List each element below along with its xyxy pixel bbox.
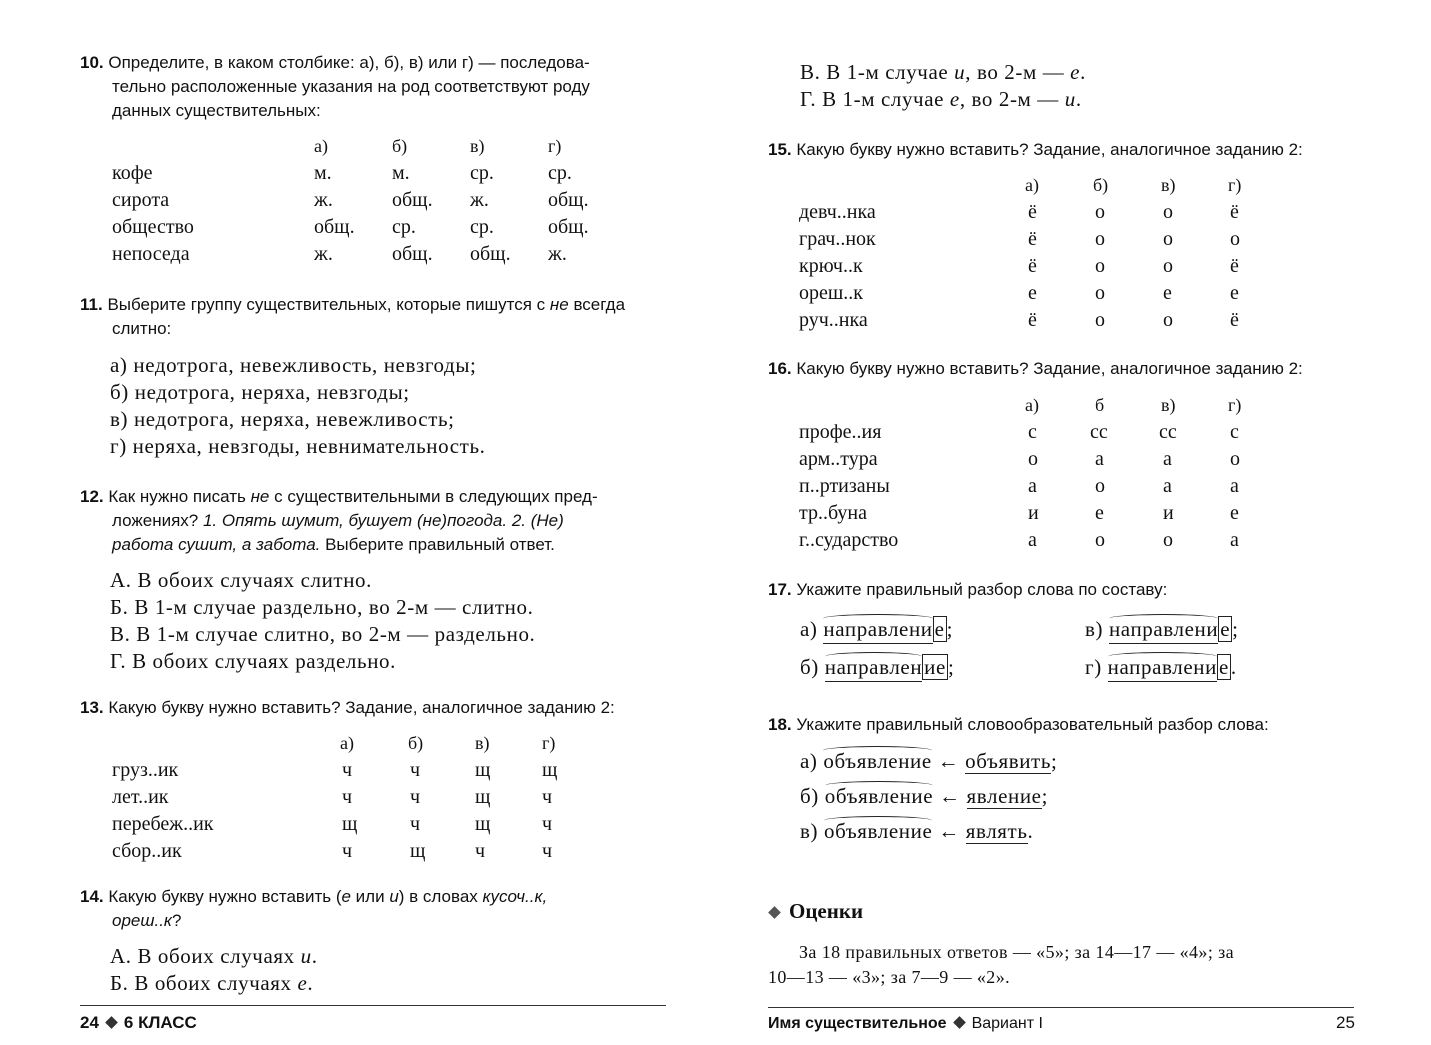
question-16: 16. Какую букву нужно вставить? Задание, аналогичное заданию 2: [768,359,1303,378]
q17-option-v: в) направление; [1085,616,1239,644]
derived-word: объявление [823,749,932,773]
question-14: 14. Какую букву нужно вставить (е или и) в словах кусоч..к, ореш..к? [80,887,548,930]
source-word: явление [966,784,1042,808]
footer-grade: 6 КЛАСС [123,1013,197,1032]
option-g: Г. В обоих случаях раздельно. [110,649,396,673]
question-number: 14. [80,887,104,906]
grades-text: За 18 правильных ответов — «5»; за 14—17 — «4»; за 10—13 — «3»; за 7—9 — «2». [768,942,1235,987]
source-word: являть [965,819,1028,843]
grades-heading [768,899,863,924]
footer-right [768,1015,1043,1033]
ending-box: е [934,617,945,641]
footer-variant: Вариант I [971,1015,1043,1032]
ending-box: ие [924,655,946,679]
page-number: 25 [1336,1013,1355,1032]
q11-options [110,352,670,460]
footer-title: Имя существительное [768,1015,947,1032]
question-10 [80,51,670,123]
question-15: 15. Какую букву нужно вставить? Задание, аналогичное заданию 2: [768,140,1303,159]
footer-rule [768,1007,1354,1008]
arrow-left-icon: ← [939,784,961,808]
arrow-left-icon: ← [938,819,960,843]
morpheme-marked-stem: направлен [825,654,922,682]
question-18: 18. Укажите правильный словообразовательный разбор слова: [768,715,1269,734]
question-text: тельно расположенные указания на род соответствуют роду [112,77,590,96]
q14-options [110,943,670,997]
question-number: 10. [80,53,104,72]
question-17: 17. Укажите правильный разбор слова по составу: [768,580,1168,599]
q12-options [110,567,670,675]
q15-table: а) б) в) г) девч..нка ё о о ё грач..нок ё о о о крюч..к ё о о ё ореш..к е о е е руч..нка ё о о ё [799,175,1242,331]
q18-option-b: б) объявление ← явление; [800,784,1049,808]
derived-word: объявление [824,784,934,808]
diamond-icon [953,1016,966,1029]
question-number: 18. [768,715,792,734]
q18-option-a: а) объявление ← объявить; [800,749,1058,773]
morpheme-marked-stem: направлени [823,616,932,644]
page-number: 24 [80,1013,99,1032]
option-g: г) неряха, невзгоды, невнимательность. [110,434,486,458]
q17-option-g: г) направление. [1085,654,1237,682]
option-g: Г. В 1-м случае е, во 2-м — и. [800,87,1082,111]
footer-rule [80,1005,666,1006]
q10-table: а) б) в) г) кофе м. м. ср. ср. сирота ж. общ. ж. общ. общество общ. ср. ср. общ. непоседа ж. общ. общ. ж. [112,136,589,265]
question-number: 11. [80,295,103,314]
diamond-icon [105,1016,118,1029]
q18-option-v: в) объявление ← являть. [800,819,1034,843]
ending-box: е [1220,617,1231,641]
question-13: 13. Какую букву нужно вставить? Задание, аналогичное заданию 2: [80,698,615,717]
question-number: 17. [768,580,792,599]
option-a: А. В обоих случаях слитно. [110,568,372,592]
source-word: объявить [965,749,1052,773]
question-text: Определите, в каком столбике: а), б), в) или г) — последова- [108,53,590,72]
option-v: В. В 1-м случае слитно, во 2-м — раздельно. [110,622,536,646]
question-text: данных существительных: [112,101,321,120]
option-b: б) недотрога, неряха, невзгоды; [110,380,410,404]
question-11: 11. Выберите группу существительных, которые пишутся с не всегда слитно: [80,295,626,338]
q13-table: а) б) в) г) груз..ик ч ч щ щ лет..ик ч ч щ ч перебеж..ик щ ч щ ч сбор..ик ч щ ч ч [112,733,558,862]
q17-option-a: а) направление; [800,616,953,644]
question-number: 13. [80,698,104,717]
option-b: Б. В обоих случаях е. [110,971,314,995]
q17-option-b: б) направление; [800,654,954,682]
grades-title: Оценки [789,899,864,923]
arrow-left-icon: ← [937,749,960,773]
option-b: Б. В 1-м случае раздельно, во 2-м — слитно. [110,595,534,619]
morpheme-marked-stem: направлени [1109,616,1218,644]
option-a: а) недотрога, невежливость, невзгоды; [110,353,477,377]
diamond-icon [768,906,781,919]
q14-options-continued [800,59,1360,113]
option-v: В. В 1-м случае и, во 2-м — е. [800,60,1086,84]
ending-box: е [1218,655,1229,679]
footer-left [80,1013,197,1033]
question-number: 16. [768,359,792,378]
q16-table: а) б в) г) профе..ия с сс сс с арм..тура о а а о п..ртизаны а о а а тр..буна и е и е г..сударство а о о а [799,395,1242,551]
morpheme-marked-stem: направлени [1108,654,1217,682]
derived-word: объявление [823,819,933,843]
option-v: в) недотрога, неряха, невежливость; [110,407,455,431]
question-number: 15. [768,140,792,159]
option-a: А. В обоих случаях и. [110,944,318,968]
question-12: 12. Как нужно писать не с существительными в следующих пред- ложениях? 1. Опять шумит, бушует (не)погода. 2. (Не) работа сушит, а забота. Выберите правильный ответ. [80,487,598,554]
question-number: 12. [80,487,104,506]
